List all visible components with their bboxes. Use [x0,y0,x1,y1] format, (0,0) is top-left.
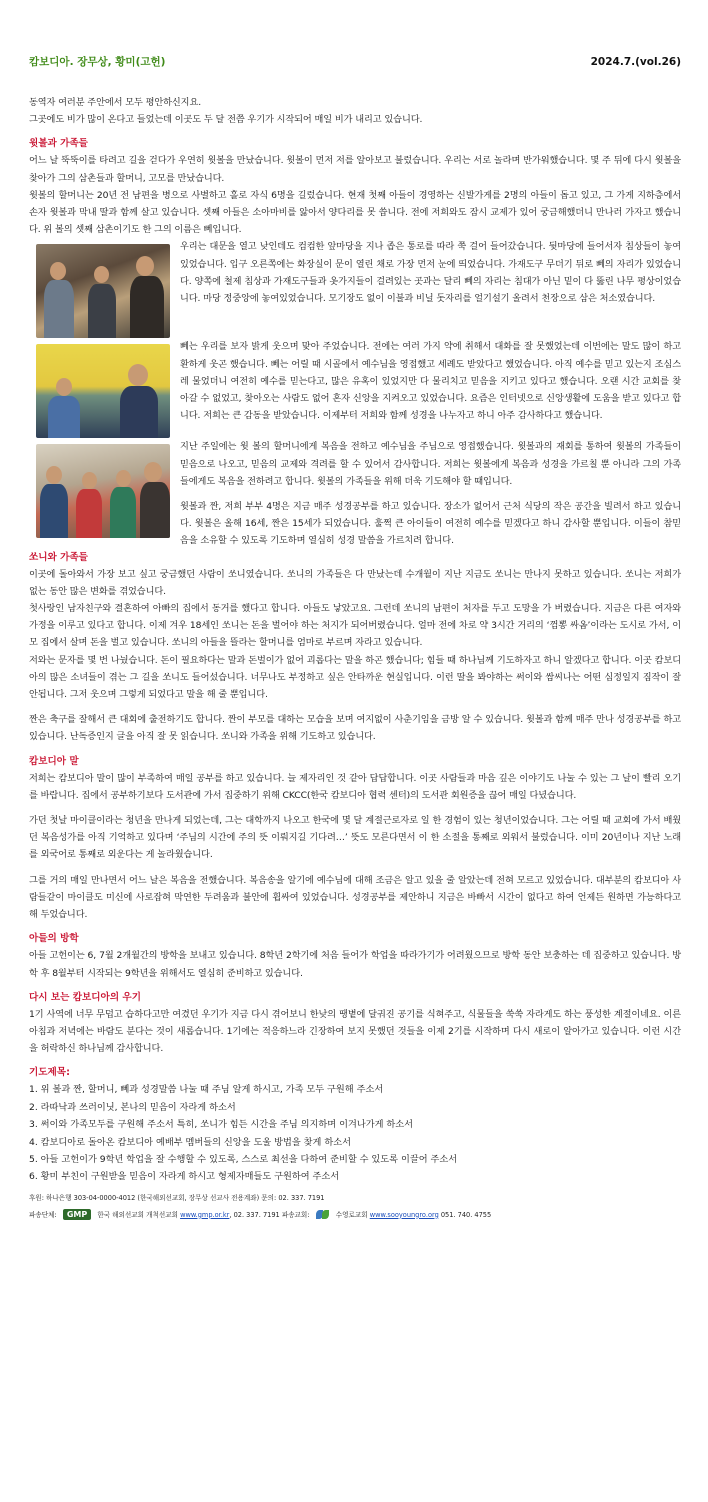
paragraph: 가던 첫날 마이클이라는 청년을 만나게 되었는데, 그는 대학까지 나오고 한국에 몇 달 계절근로자로 일 한 경험이 있는 청년이었습니다. 그는 어릴 때 교회에 가서 배웠던 복음성가를 아직 기억하고 있다며 ‘주님의 시간에 주의 뜻 이뤄지길 기다려…’ 뜻도 모른다면서 이 한 소절을 통째로 외워서 불렀습니다. 이미 20년이나 지난 노래를 외국어로 통째로 외운다는 게 놀라웠습니다. [29,815,681,861]
church-logo-icon [316,1210,330,1219]
paragraph: 윗볼과 짠, 저희 부부 4명은 지금 매주 성경공부를 하고 있습니다. 장소가 없어서 근처 식당의 작은 공간을 빌려서 하고 있습니다. 윗볼은 올해 16세, 짠은 15세가 되었습니다. 훌쩍 큰 아이들이 여전히 예수를 믿겠다고 하니 감사할 뿐입니다. 이들이 참믿음을 소유할 수 있도록 기도하며 열심히 성경 말씀을 가르치려 합니다. [180,501,681,547]
family-photo-2 [36,344,170,438]
newsletter-page [29,54,681,1224]
paragraph: 이곳에 돌아와서 가장 보고 싶고 궁금했던 사람이 쏘니였습니다. 쏘니의 가족들은 다 만났는데 수개월이 지난 지금도 쏘니는 만나지 못하고 있습니다. 쏘니는 저희가 없는 동안 많은 변화를 겪었습니다. [29,568,681,597]
prayer-item: 2. 라따낙과 쓰러이닛, 본나의 믿음이 자라게 하소서 [29,1101,236,1113]
photo-row [29,438,681,549]
paragraph: 뻬는 우리를 보자 밝게 웃으며 맞아 주었습니다. 전에는 여러 가지 약에 취해서 대화를 잘 못했었는데 이번에는 말도 많이 하고 환하게 웃곤 했습니다. 뻬는 어릴 때 시골에서 예수님을 영접했고 세례도 받았다고 했었습니다. 아직 예수를 믿고 있는지 조심스레 물었더니 여전히 예수를 믿는다고, 많은 유혹이 있었지만 다 물리치고 믿음을 지키고 있다고 했습니다. 오랜 시간 교회를 찾아갈 수 없었고, 찾아오는 사람도 없어 혼자 신앙을 지켜오고 있었습니다. 요즘은 인터넷으로 신앙생활에 도움을 받고 있다고 합니다. 저희는 큰 감동을 받았습니다. 이제부터 저희와 함께 성경을 나누자고 하니 아주 감사하다고 했습니다. [180,341,681,422]
section-heading-wobol: 윗볼과 가족들 [29,138,88,150]
prayer-item: 6. 황미 부친이 구원받을 믿음이 자라게 하시고 형제자매들도 구원하여 주소서 [29,1171,340,1183]
family-photo-1 [36,244,170,338]
section-heading-rainy: 다시 보는 캄보디아의 우기 [29,991,141,1003]
footer [29,1190,681,1224]
support-account: 후원: 하나은행 303-04-0000-4012 (한국해외선교회, 장무상 선교사 전용계좌) 문의: 02. 337. 7191 [29,1193,325,1202]
intro-line: 동역자 여러분 주안에서 모두 평안하신지요. [29,97,202,108]
paragraph: 그를 거의 매일 만나면서 어느 날은 복음을 전했습니다. 복음송을 알기에 예수님에 대해 조금은 알고 있을 줄 알았는데 전혀 모르고 있었습니다. 대부분의 캄보디아 사람들같이 마이클도 미신에 사로잡혀 막연한 두려움과 불안에 휩싸여 있었습니다. 성경공부를 제안하니 지금은 바빠서 시간이 없다고 하여 언제든 원하면 가능하다고 해 두었습니다. [29,874,681,921]
section-heading-language: 캄보디아 말 [29,755,79,767]
sending-info [29,1207,681,1224]
paragraph: 저와는 문자를 몇 번 나눴습니다. 돈이 필요하다는 말과 돈벌이가 없어 괴롭다는 말을 하곤 했습니다; 힘들 때 하나님께 기도하자고 하니 알겠다고 합니다. 이곳 캄보디아의 많은 소녀들이 겪는 그 길을 쏘니도 들어섰습니다. 너무나도 부정하고 싶은 안타까운 현실입니다. 이런 딸을 봐야하는 써이와 쌈씨나는 어떤 심정일지 짐작이 잘 안됩니다. 그저 웃으며 그렇게 되었다고 말을 해 줄 뿐입니다. [29,654,681,701]
paragraph: 윗볼의 할머니는 20년 전 남편을 병으로 사별하고 홀로 자식 6명을 길렀습니다. 현재 첫째 아들이 경영하는 신발가게를 2명의 아들이 돕고 있고, 그 가게 지하층에서 손자 윗볼과 막내 딸과 함께 살고 있습니다. 셋째 아들은 소아마비를 앓아서 양다리를 못 씁니다. 전에 저희와도 잠시 교제가 있어 궁금해했더니 만나러 가자고 했습니다. 위 볼의 셋째 삼촌이기도 한 그의 이름은 뻬입니다. [29,189,681,236]
paragraph: 어느 날 뚝뚝이를 타려고 길을 걷다가 우연히 윗볼을 만났습니다. 윗볼이 먼저 저를 알아보고 불렀습니다. 우리는 서로 놀라며 반가워했습니다. 몇 주 뒤에 다시 윗볼을 찾아가 그의 삼촌들과 할머니, 고모를 만났습니다. [29,155,681,184]
sending-label: 파송단체: [29,1210,57,1219]
paragraph: 저희는 캄보디아 말이 많이 부족하여 매일 공부를 하고 있습니다. 늘 제자리인 것 같아 답답합니다. 이곳 사람들과 마음 깊은 이야기도 나눌 수 있는 그 날이 빨리 오기를 바랍니다. 집에서 공부하기보다 도서관에 가서 집중하기 위해 CKCC(한국 캄보디아 협력 센터)의 도서관 회원증을 끊어 매일 다녔습니다. [29,772,681,801]
prayer-item: 5. 아들 고헌이가 9학년 학업을 잘 수행할 수 있도록, 스스로 최선을 다하여 준비할 수 있도록 이끌어 주소서 [29,1153,458,1165]
gmp-phone: , 02. 337. 7191 파송교회: [229,1210,310,1219]
paragraph: 1기 사역에 너무 무덥고 습하다고만 여겼던 우기가 지금 다시 겪어보니 한낮의 땡볕에 달궈진 공기를 식혀주고, 식물들을 쑥쑥 자라게도 하는 풍성한 계절이네요. 이른 아침과 저녁에는 바람도 분다는 것이 새롭습니다. 1기에는 적응하느라 긴장하여 보지 못했던 것들을 이제 2기를 시작하며 다시 새로이 알아가고 있습니다. 이런 시간을 허락하신 하나님께 감사합니다. [29,1008,681,1055]
intro [29,94,681,128]
section-heading-vacation: 아들의 방학 [29,933,79,945]
prayer-item: 1. 위 볼과 짠, 할머니, 뻬과 성경말씀 나눌 때 주님 알게 하시고, 가족 모두 구원해 주소서 [29,1084,384,1096]
paragraph: 첫사랑인 남자친구와 결혼하여 아빠의 집에서 동거를 했다고 합니다. 아들도 낳았고요. 그런데 쏘니의 남편이 처자를 두고 도망을 가 버렸습니다. 지금은 다른 여자와 가정을 이루고 있다고 합니다. 이제 겨우 18세인 쏘니는 돈을 벌어야 하는 처지가 되어버렸습니다. 얼마 전에 차로 약 3시간 거리의 ‘껌뽕 싸옴’이라는 도시로 가서, 이모 집에서 살며 돈을 벌고 있습니다. 쏘니의 아들을 뜰라는 할머니를 엄마로 부르며 자라고 있습니다. [29,603,681,649]
photo-row [29,338,681,438]
issue-date: 2024.7.(vol.26) [590,56,681,68]
paragraph: 우리는 대문을 열고 낮인데도 컴컴한 앞마당을 지나 좁은 통로를 따라 쭉 걸어 들어갔습니다. 뒷마당에 들어서자 침상들이 놓여있었습니다. 입구 오른쪽에는 화장실이 문이 열린 채로 가장 먼저 눈에 띄었습니다. 가재도구 무더기 뒤로 뻬의 자리가 있었습니다. 양쪽에 철제 침상과 가재도구들과 옷가지들이 걸려있는 곳과는 달리 뻬의 자리는 침대가 아닌 밑이 다 뚫린 나무 평상이었습니다. 마당 정중앙에 놓여있었습니다. 모기장도 없이 이불과 비닐 돗자리를 얼기설기 올려서 천장으로 삼은 처소였습니다. [180,241,681,305]
section-heading-sonny: 쏘니와 가족들 [29,551,88,563]
family-photo-3 [36,444,170,538]
church-name: 수영로교회 [335,1210,368,1219]
paragraph: 짠은 축구를 잘해서 큰 대회에 출전하기도 합니다. 짠이 부모를 대하는 모습을 보며 여지없이 사춘기임을 금방 알 수 있습니다. 윗볼과 함께 매주 만나 성경공부를 하고 있습니다. 난독증인지 글을 아직 잘 못 읽습니다. 쏘니와 가족을 위해 기도하고 있습니다. [29,714,681,743]
church-link[interactable]: www.sooyoungro.org [369,1210,439,1219]
prayer-item: 4. 캄보디아로 돌아온 캄보디아 예배부 멤버들의 신앙을 도울 방법을 찾게 하소서 [29,1136,351,1148]
section-heading-prayer: 기도제목: [29,1067,70,1079]
prayer-list [29,1081,681,1185]
gmp-org-name: 한국 해외선교회 개척선교회 [97,1210,178,1219]
newsletter-header [29,54,681,74]
prayer-item: 3. 써이와 가족모두를 구원해 주소서 특히, 쏘니가 힘든 시간을 주님 의지하며 이겨나가게 하소서 [29,1119,413,1131]
intro-line: 그곳에도 비가 많이 온다고 들었는데 이곳도 두 달 전쯤 우기가 시작되어 매일 비가 내리고 있습니다. [29,114,423,126]
gmp-link[interactable]: www.gmp.or.kr [180,1210,230,1219]
church-phone: 051. 740. 4755 [438,1210,492,1219]
paragraph: 지난 주일에는 윗 볼의 할머니에게 복음을 전하고 예수님을 주님으로 영접했습니다. 윗볼과의 재회를 통하여 윗볼의 가족들이 믿음으로 나오고, 믿음의 교제와 격려를 할 수 있어서 감사합니다. 저희는 윗볼에게 복음과 성경을 가르칠 뿐 아니라 그의 가족들에게도 복음을 전하려고 합니다. 윗볼의 가족들을 위해 더욱 기도해야 할 때입니다. [180,441,682,487]
newsletter-title: 캄보디아. 장무상, 황미(고헌) [29,56,166,68]
photo-row [29,238,681,338]
gmp-logo: GMP [63,1209,91,1220]
paragraph: 아들 고헌이는 6, 7월 2개월간의 방학을 보내고 있습니다. 8학년 2학기에 처음 들어가 학업을 따라가기가 어려웠으므로 방학 동안 보충하는 데 집중하고 있습니다. 방학 후 8월부터 시작되는 9학년을 위해서도 열심히 준비하고 있습니다. [29,950,681,979]
